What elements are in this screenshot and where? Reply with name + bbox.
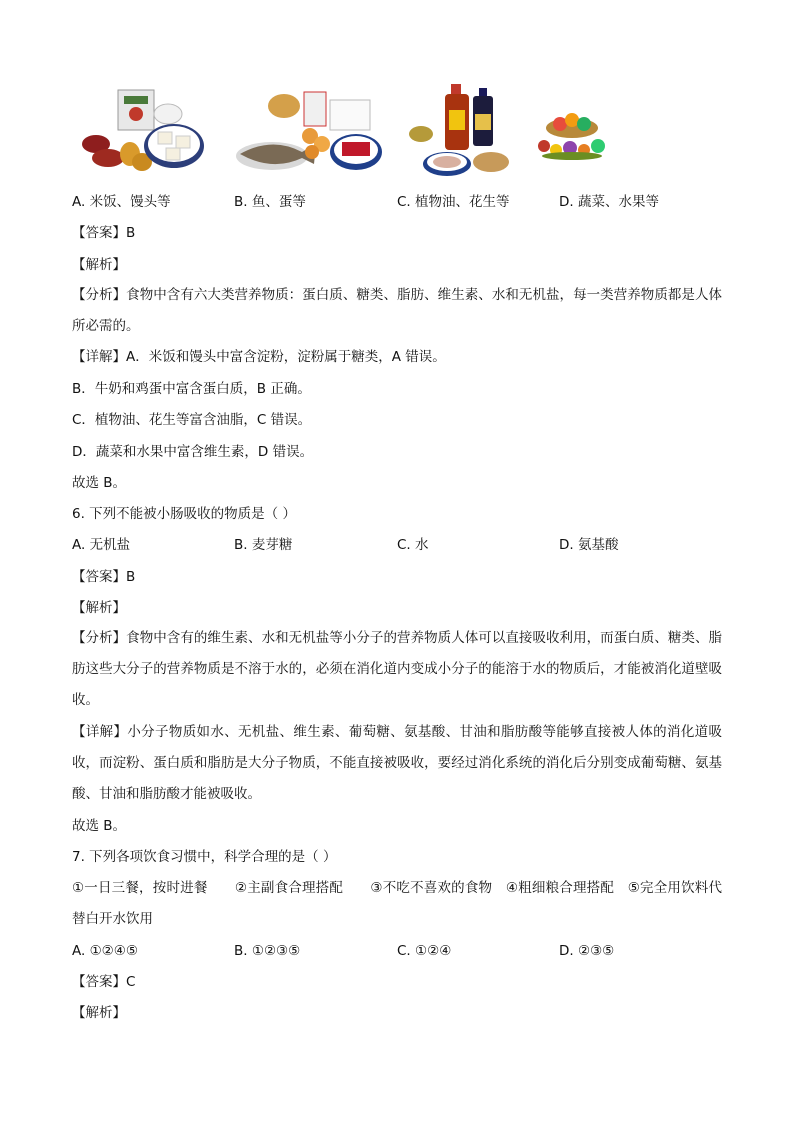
q7-option-a: A. ①②④⑤ (72, 943, 138, 959)
option-images (72, 84, 632, 180)
q5-conclusion: 故选 B。 (72, 475, 127, 491)
q6-option-a: A. 无机盐 (72, 537, 131, 553)
q7-option-d: D. ②③⑤ (559, 943, 615, 959)
q5-detail-a: 【详解】A．米饭和馒头中富含淀粉，淀粉属于糖类，A 错误。 (72, 349, 446, 365)
staple-foods-image (78, 84, 208, 180)
q5-option-d: D. 蔬菜、水果等 (559, 194, 659, 210)
q5-answer: 【答案】B (72, 225, 136, 241)
q5-option-c: C. 植物油、花生等 (397, 194, 510, 210)
q6-answer: 【答案】B (72, 569, 136, 585)
q7-option-b: B. ①②③⑤ (234, 943, 301, 959)
q6-option-d: D. 氨基酸 (559, 537, 619, 553)
q5-option-a: A. 米饭、馒头等 (72, 194, 171, 210)
q7-answer: 【答案】C (72, 974, 136, 990)
q5-detail-d: D．蔬菜和水果中富含维生素，D 错误。 (72, 444, 314, 460)
q6-analysis: 【分析】食物中含有的维生素、水和无机盐等小分子的营养物质人体可以直接吸收利用，而蛋白质、糖类、脂肪这些大分子的营养物质是不溶于水的，必须在消化道内变成小分子的能溶于水的物质后，才能被消化道壁吸收。 (72, 630, 722, 708)
fish-egg-image (232, 84, 382, 180)
q6-option-c: C. 水 (397, 537, 429, 553)
q7-items: ①一日三餐，按时进餐 ②主副食合理搭配 ③不吃不喜欢的食物 ④粗细粮合理搭配 ⑤完全用饮料代替白开水饮用 (72, 880, 722, 927)
q6-option-b: B. 麦芽糖 (234, 537, 293, 553)
q7-option-c: C. ①②④ (397, 943, 452, 959)
q5-detail-b: B．牛奶和鸡蛋中富含蛋白质，B 正确。 (72, 381, 311, 397)
q7-stem: 7. 下列各项饮食习惯中，科学合理的是（ ） (72, 849, 337, 865)
q7-jiexi-heading: 【解析】 (72, 1005, 126, 1021)
q5-option-b: B. 鱼、蛋等 (234, 194, 306, 210)
q5-analysis: 【分析】食物中含有六大类营养物质：蛋白质、糖类、脂肪、维生素、水和无机盐，每一类营养物质都是人体所必需的。 (72, 287, 722, 334)
q5-jiexi-heading: 【解析】 (72, 257, 126, 273)
q6-stem: 6. 下列不能被小肠吸收的物质是（ ） (72, 506, 296, 522)
oil-peanut-image (407, 84, 522, 180)
q5-detail-c: C．植物油、花生等富含油脂，C 错误。 (72, 412, 312, 428)
q6-conclusion: 故选 B。 (72, 818, 127, 834)
q6-jiexi-heading: 【解析】 (72, 600, 126, 616)
fruit-vegetable-image (532, 84, 612, 180)
q6-detail: 【详解】小分子物质如水、无机盐、维生素、葡萄糖、氨基酸、甘油和脂肪酸等能够直接被人体的消化道吸收，而淀粉、蛋白质和脂肪是大分子物质，不能直接被吸收，要经过消化系统的消化后分别变成葡萄糖、氨基酸、甘油和脂肪酸才能被吸收。 (72, 724, 722, 802)
